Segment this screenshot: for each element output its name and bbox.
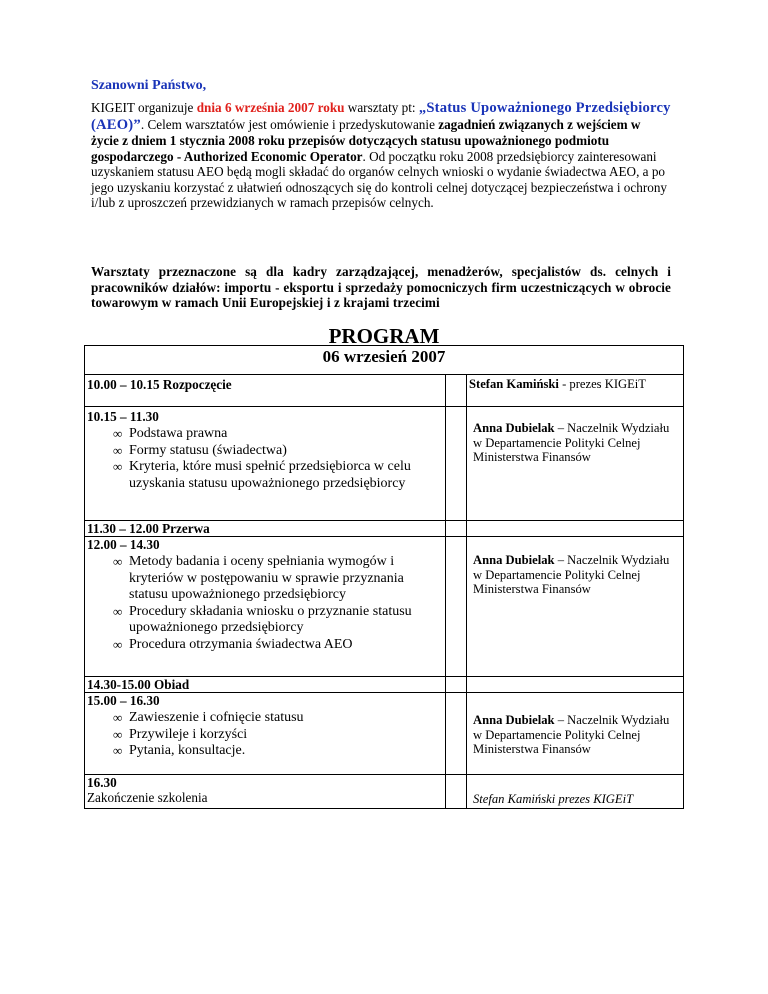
list-item: ∞ Podstawa prawna: [113, 426, 228, 441]
table-row: [85, 677, 684, 693]
intro-text-4: . Od początku roku 2008 przedsiębiorcy zainteresowani uzyskaniem statusu AEO będą mogli składać do organów celnych wnioski o wydanie świadectwa AEO, a po jego uzyskaniu korzystać z ułatwień odnoszących się do kontroli celnej dotyczącej bezpieczeństwa i ochrony i/lub z uproszczeń przewidzianych w ramach przepisów celnych.: [91, 148, 668, 210]
greeting: Szanowni Państwo,: [91, 78, 207, 93]
time-cell: 16.30 Zakończenie szkolenia: [85, 775, 446, 809]
list-item: ∞ Formy statusu (świadectwa): [113, 442, 287, 458]
table-row: [85, 521, 684, 537]
time-cell: 14.30-15.00 Obiad: [85, 677, 446, 693]
list-item: ∞ Przywileje i korzyści: [113, 726, 248, 742]
list-item: ∞ Procedury składania wniosku o przyznanie statusu upoważnionego przedsiębiorcy: [113, 603, 412, 635]
closing-text: Zakończenie szkolenia: [87, 790, 208, 805]
session-cell: 10.15 – 11.30 ∞ Podstawa prawna ∞ Formy statusu (świadectwa) ∞ Kryteria, które musi spełnić przedsiębiorca w celu uzyskania statusu upoważnionego przedsiębiorcy: [85, 407, 446, 521]
table-row: [85, 693, 684, 775]
program-date: 06 wrzesień 2007: [322, 347, 446, 366]
intro-text-3: . Celem warsztatów jest omówienie i przedyskutowanie: [140, 116, 439, 132]
speaker-cell: Anna Dubielak – Naczelnik Wydziału w Departamencie Polityki Celnej Ministerstwa Finansów: [467, 537, 684, 677]
list-item: ∞ Kryteria, które musi spełnić przedsiębiorca w celu uzyskania statusu upoważnionego przedsiębiorcy: [113, 459, 411, 491]
intro-bold-topic: zagadnień związanych z wejściem w życie z dniem 1 stycznia 2008 roku przepisów dotyczących statusu upoważnionego podmiotu gospodarczego - Authorized Economic Operator: [91, 116, 641, 164]
intro-text-2: warsztaty pt:: [344, 100, 419, 115]
session-cell: 15.00 – 16.30 ∞ Zawieszenie i cofnięcie statusu ∞ Przywileje i korzyści ∞ Pytania, konsultacje.: [85, 693, 446, 775]
table-row: [85, 407, 684, 521]
list-item: ∞ Procedura otrzymania świadectwa AEO: [113, 636, 353, 652]
event-date: dnia 6 września 2007 roku: [196, 100, 345, 115]
table-row: [85, 375, 684, 407]
time-cell: 11.30 – 12.00 Przerwa: [85, 521, 446, 537]
table-row: [85, 775, 684, 809]
table-row: [85, 537, 684, 677]
time-cell: 10.00 – 10.15 Rozpoczęcie: [85, 375, 446, 407]
list-item: ∞ Zawieszenie i cofnięcie statusu: [113, 710, 304, 725]
speaker-cell: Anna Dubielak – Naczelnik Wydziału w Departamencie Polityki Celnej Ministerstwa Finansów: [467, 693, 684, 775]
session-cell: 12.00 – 14.30 ∞ Metody badania i oceny spełniania wymogów i kryteriów w postępowaniu w sprawie przyznania statusu upoważnionego przedsiębiorcy ∞ Procedury składania wniosku o przyznanie statusu upoważnionego przedsiębiorcy ∞ Procedura otrzymania świadectwa AEO: [85, 537, 446, 677]
program-title: PROGRAM: [328, 324, 440, 348]
workshop-title: „Status Upoważnionego Przedsiębiorcy (AEO)”: [91, 100, 671, 133]
intro-paragraph: [91, 100, 671, 211]
program-table: [84, 374, 684, 809]
intro-text-1: KIGEIT organizuje: [91, 100, 197, 115]
list-item: ∞ Metody badania i oceny spełniania wymogów i kryteriów w postępowaniu w sprawie przyznania statusu upoważnionego przedsiębiorcy: [113, 554, 404, 602]
list-item: ∞ Pytania, konsultacje.: [113, 743, 246, 758]
speaker-cell: Anna Dubielak – Naczelnik Wydziału w Departamencie Polityki Celnej Ministerstwa Finansów: [467, 407, 684, 521]
speaker-cell: Stefan Kamiński - prezes KIGEiT: [467, 375, 684, 407]
speaker-cell: Stefan Kamiński prezes KIGEiT: [467, 775, 684, 809]
audience-paragraph: Warsztaty przeznaczone są dla kadry zarządzającej, menadżerów, specjalistów ds. celnych i pracowników działów: importu - eksportu i sprzedaży pomocniczych firm uczestniczących w obrocie towarowym w ramach Unii Europejskiej i z krajami trzecimi: [91, 264, 671, 310]
